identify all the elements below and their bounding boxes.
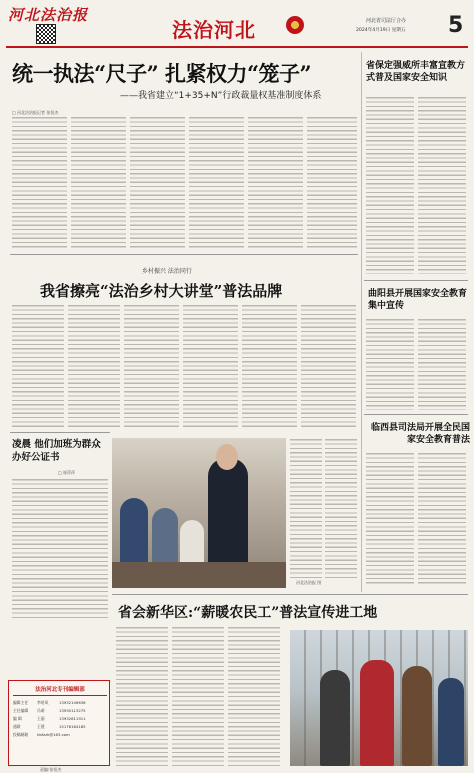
bottom-body-col3: [228, 626, 280, 766]
classroom-photo: [112, 438, 286, 588]
student-1: [120, 498, 148, 568]
lead-body-col6: [307, 116, 357, 248]
editorial-rows: [13, 699, 107, 739]
story2-body-col1: [12, 304, 64, 430]
row-name: 王丽: [37, 716, 45, 721]
bottom-body-col1: [116, 626, 168, 766]
worksite-photo: [290, 630, 468, 766]
qr-code-icon: [36, 24, 56, 44]
worker-1: [320, 670, 350, 766]
editorial-row: [13, 723, 107, 731]
photo-side-text-b: [325, 438, 357, 578]
right-story-2-body-b: [418, 318, 466, 410]
left-story-headline: 凌晨 他们加班为群众办好公证书: [12, 439, 101, 463]
lead-headline: 统一执法“尺子” 扎紧权力“笼子”: [12, 61, 312, 86]
lead-body-col5: [248, 116, 303, 248]
right-story-1-body-b: [418, 96, 466, 274]
row-label: 投稿邮箱: [13, 732, 29, 737]
story2-body-col4: [183, 304, 238, 430]
footer-editor: 责编:张恒杰: [40, 767, 62, 772]
table: [112, 562, 286, 588]
worker-3: [438, 678, 464, 766]
right-story-2-body-a: [366, 318, 414, 410]
editorial-divider: [13, 695, 107, 696]
row-name: 王建: [37, 724, 45, 729]
masthead: [0, 0, 474, 46]
lead-body-col3: [130, 116, 185, 248]
lead-body-col1: [12, 116, 67, 248]
right-story-3-body-b: [418, 452, 466, 584]
row-phone: 13932149636: [59, 700, 86, 705]
row-name: 李培风: [37, 700, 49, 705]
photo-caption: 河北法治报 图: [296, 580, 322, 585]
story2-body-col5: [242, 304, 297, 430]
officer-head: [216, 444, 238, 470]
row-label: 编 辑: [13, 716, 22, 721]
lead-byline: □ 河北法治报记者 张恒杰: [12, 110, 59, 115]
bottom-headline: 省会新华区:“薪暖农民工”普法宣传进工地: [118, 605, 378, 621]
row-label: 主任编辑: [13, 708, 29, 713]
story2-body-col3: [124, 304, 179, 430]
editorial-row: [13, 715, 107, 723]
page-number: 5: [448, 13, 464, 38]
right-story-3-headline: 临西县司法局开展全民国家安全教育普法: [370, 423, 470, 445]
section-title: 法治河北: [172, 18, 256, 42]
right-story-3-body-a: [366, 452, 414, 584]
row-phone: hbfzzk@163.com: [37, 732, 70, 737]
story2-headline: 我省擦亮“法治乡村大讲堂”普法品牌: [40, 282, 283, 300]
right-story-1-headline: 省保定强威所丰富宣教方式普及国家安全知识: [366, 61, 466, 83]
editorial-row: [13, 699, 107, 707]
organizer-text: 河北省司法厅合办: [366, 18, 407, 24]
bottom-body-col2: [172, 626, 224, 766]
lead-body-col2: [71, 116, 126, 248]
photo-side-text-a: [290, 438, 322, 578]
row-phone: 15176164185: [59, 724, 86, 729]
editorial-title: 法治河北专刊编辑部: [35, 687, 85, 693]
student-2: [152, 508, 178, 570]
editorial-row: [13, 731, 107, 739]
story2-kicker: 乡村振兴 法治同行: [142, 268, 192, 275]
editorial-row: [13, 707, 107, 715]
row-phone: 13932811911: [59, 716, 86, 721]
row-label: 通联: [13, 724, 21, 729]
row-name: 冯萌: [37, 708, 45, 713]
editorial-box: [8, 680, 110, 766]
issue-date: 2024年4月19日 星期五: [356, 28, 406, 33]
newspaper-logo: 河北法治报: [8, 6, 89, 24]
row-label: 编辑主任: [13, 700, 29, 705]
officer-figure: [208, 458, 248, 568]
emblem-icon: [286, 16, 304, 34]
lead-body-col4: [189, 116, 244, 248]
row-phone: 13930113275: [59, 708, 86, 713]
left-story-byline: □ 崔萍萍: [58, 470, 76, 475]
presenter-sash: [360, 660, 394, 766]
worker-2: [402, 666, 432, 766]
story2-body-col6: [301, 304, 356, 430]
right-story-2-headline: 曲阳县开展国家安全教育集中宣传: [368, 289, 468, 311]
right-story-1-body-a: [366, 96, 414, 274]
story2-body-col2: [68, 304, 120, 430]
lead-subhead: ——我省建立“1+35+N”行政裁量权基准制度体系: [120, 91, 322, 101]
left-story-body: [12, 478, 108, 618]
